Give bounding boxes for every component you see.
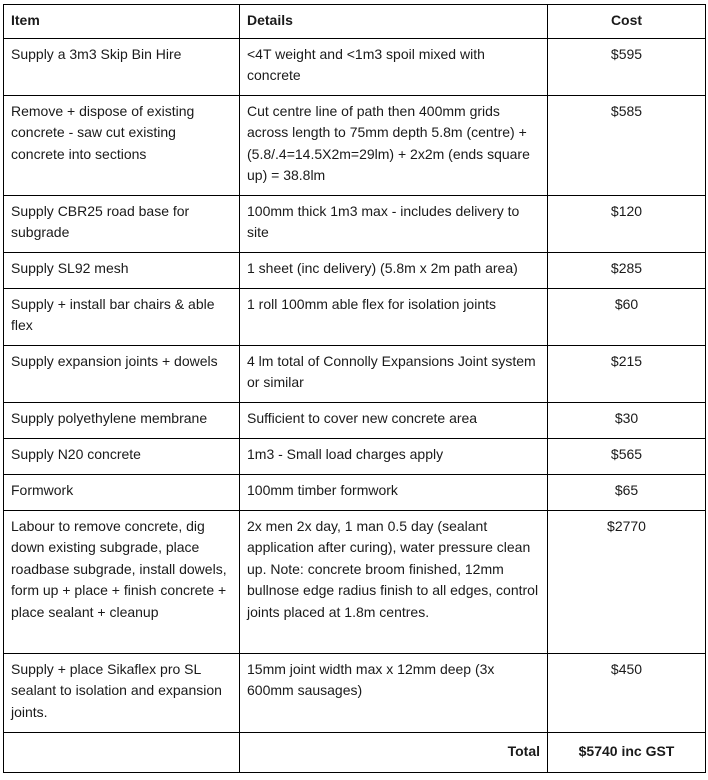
details-cell: 4 lm total of Connolly Expansions Joint system or similar xyxy=(240,345,548,402)
item-cell: Supply a 3m3 Skip Bin Hire xyxy=(4,38,240,95)
cost-cell: $285 xyxy=(548,252,706,288)
item-cell: Formwork xyxy=(4,474,240,510)
total-label: Total xyxy=(240,732,548,773)
cost-cell: $2770 xyxy=(548,510,706,653)
cost-cell: $565 xyxy=(548,438,706,474)
details-cell: 15mm joint width max x 12mm deep (3x 600mm sausages) xyxy=(240,653,548,732)
total-value: $5740 inc GST xyxy=(548,732,706,773)
table-row xyxy=(4,402,706,438)
table-row xyxy=(4,653,706,732)
cost-cell: $30 xyxy=(548,402,706,438)
table-row xyxy=(4,288,706,345)
item-cell: Supply polyethylene membrane xyxy=(4,402,240,438)
header-row xyxy=(4,5,706,39)
details-cell: 100mm timber formwork xyxy=(240,474,548,510)
cost-cell: $585 xyxy=(548,95,706,195)
item-cell: Supply expansion joints + dowels xyxy=(4,345,240,402)
item-cell: Supply + install bar chairs & able flex xyxy=(4,288,240,345)
table-row xyxy=(4,38,706,95)
cost-cell: $450 xyxy=(548,653,706,732)
cost-cell: $120 xyxy=(548,195,706,252)
details-cell: 1m3 - Small load charges apply xyxy=(240,438,548,474)
table-row xyxy=(4,195,706,252)
details-cell: Cut centre line of path then 400mm grids across length to 75mm depth 5.8m (centre) + (5.8/.4=14.5X2m=29lm) + 2x2m (ends square up) = 38.8lm xyxy=(240,95,548,195)
details-cell: 1 sheet (inc delivery) (5.8m x 2m path area) xyxy=(240,252,548,288)
header-cost: Cost xyxy=(548,5,706,39)
table-row xyxy=(4,95,706,195)
table-row xyxy=(4,510,706,653)
cost-cell: $215 xyxy=(548,345,706,402)
details-cell: 100mm thick 1m3 max - includes delivery to site xyxy=(240,195,548,252)
item-cell: Supply N20 concrete xyxy=(4,438,240,474)
quote-table xyxy=(3,4,706,773)
header-details: Details xyxy=(240,5,548,39)
table-row xyxy=(4,345,706,402)
item-cell: Supply CBR25 road base for subgrade xyxy=(4,195,240,252)
details-cell: 1 roll 100mm able flex for isolation joints xyxy=(240,288,548,345)
table-row xyxy=(4,438,706,474)
details-cell: Sufficient to cover new concrete area xyxy=(240,402,548,438)
item-cell: Supply SL92 mesh xyxy=(4,252,240,288)
details-cell: <4T weight and <1m3 spoil mixed with concrete xyxy=(240,38,548,95)
cost-cell: $595 xyxy=(548,38,706,95)
item-cell: Remove + dispose of existing concrete - saw cut existing concrete into sections xyxy=(4,95,240,195)
item-cell: Labour to remove concrete, dig down existing subgrade, place roadbase subgrade, install dowels, form up + place + finish concrete + place sealant + cleanup xyxy=(4,510,240,653)
total-blank-cell xyxy=(4,732,240,773)
table-row xyxy=(4,474,706,510)
details-cell: 2x men 2x day, 1 man 0.5 day (sealant application after curing), water pressure clean up. Note: concrete broom finished, 12mm bullnose edge radius finish to all edges, control joints placed at 1.8m centres. xyxy=(240,510,548,653)
table-row xyxy=(4,252,706,288)
header-item: Item xyxy=(4,5,240,39)
item-cell: Supply + place Sikaflex pro SL sealant to isolation and expansion joints. xyxy=(4,653,240,732)
cost-cell: $60 xyxy=(548,288,706,345)
total-row xyxy=(4,732,706,773)
cost-cell: $65 xyxy=(548,474,706,510)
